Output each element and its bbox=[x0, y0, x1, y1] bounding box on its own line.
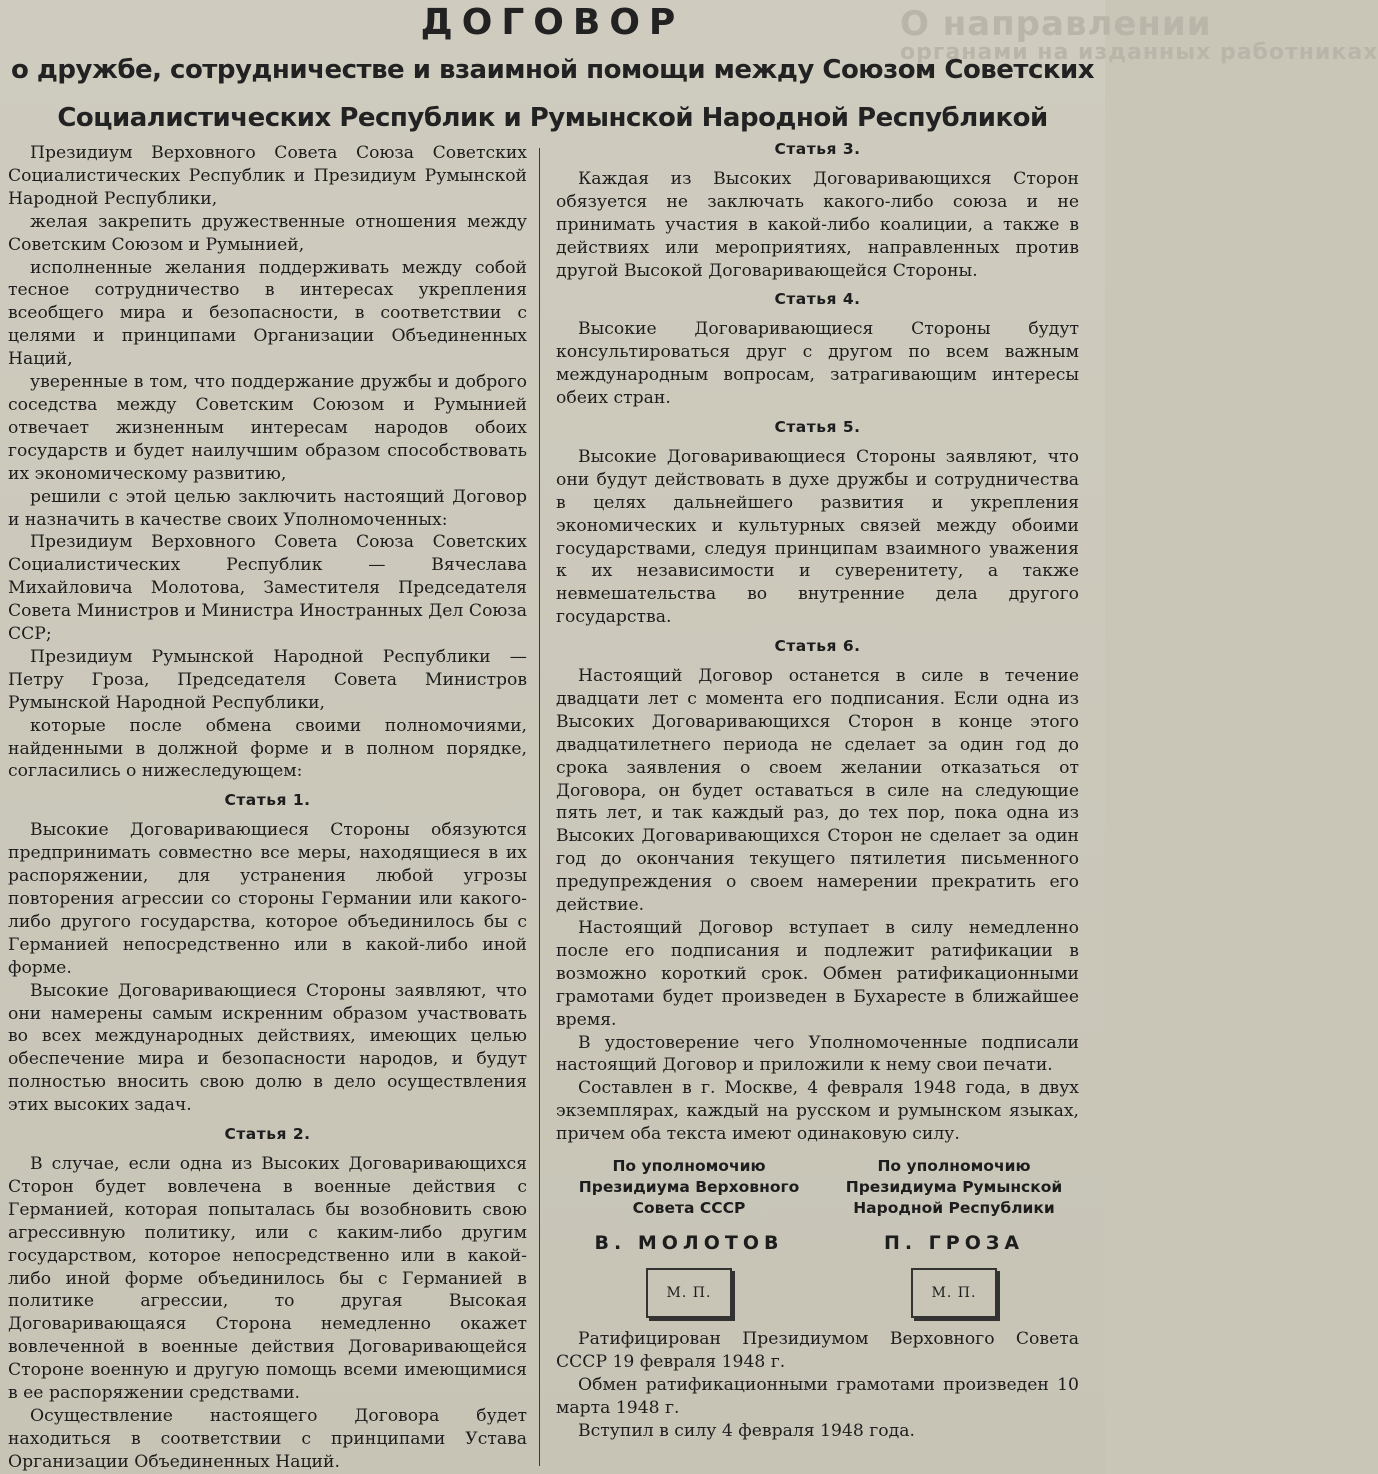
article-2-paragraph: В случае, если одна из Высоких Договаривающихся Сторон будет вовлечена в военные действия с Германией, которая попыталась бы возобновить свою агрессивную политику, или с каким-либо другим государством, которое непосредственно или в какой-либо иной форме объединилось бы с Германией в политике агрессии, то другая Высокая Договаривающаяся Сторона немедленно окажет вовлеченной в военные действия Договаривающейся Стороне военную и другую помощь всеми имеющимися в ее распоряжении средствами. bbox=[8, 1153, 527, 1404]
article-6-paragraph: Настоящий Договор вступает в силу немедленно после его подписания и подлежит ратификации в возможно короткий срок. Обмен ратификационными грамотами будет произведен в Бухаресте в ближайшее время. bbox=[556, 918, 1079, 1030]
preamble-paragraph: решили с этой целью заключить настоящий Договор и назначить в качестве своих Уполномоченных: bbox=[8, 486, 527, 530]
right-column bbox=[556, 138, 1079, 1443]
seal-box bbox=[911, 1268, 997, 1318]
ratification-note: Вступил в силу 4 февраля 1948 года. bbox=[578, 1420, 915, 1441]
article-5-heading: Статья 5. bbox=[774, 417, 861, 436]
treaty-title: ДОГОВОР bbox=[420, 2, 685, 43]
adjacent-line-2: органами на изданных работниках bbox=[900, 40, 1378, 65]
signature-authority: По уполномочию Президиума Верховного Совета СССР bbox=[578, 1157, 800, 1218]
article-3-heading: Статья 3. bbox=[774, 140, 861, 158]
article-4-paragraph: Высокие Договаривающиеся Стороны будут консультироваться друг с другом по всем важным международным вопросам, затрагивающим интересы обеих стран. bbox=[556, 319, 1079, 409]
preamble-paragraph: Президиум Румынской Народной Республики — Петру Гроза, Председателя Совета Министров Румынской Народной Республики, bbox=[8, 646, 527, 713]
article-4-heading: Статья 4. bbox=[774, 290, 861, 309]
preamble-paragraph: исполненные желания поддерживать между собой тесное сотрудничество в интересах укрепления всеобщего мира и безопасности, в соответствии с целями и принципами Организации Объединенных Наций, bbox=[8, 257, 527, 370]
left-column bbox=[8, 142, 527, 1474]
article-1-paragraph: Высокие Договаривающиеся Стороны заявляют, что они намерены самым искренним образом участвовать во всех международных действиях, имеющих целью обеспечение мира и безопасности народов, и будут полностью вносить свою долю в дело осуществления этих высоких задач. bbox=[8, 980, 527, 1116]
column-divider bbox=[539, 148, 540, 1466]
adjacent-line-1: О направлении bbox=[900, 4, 1212, 44]
signature-romania bbox=[829, 1156, 1079, 1328]
article-1-heading: Статья 1. bbox=[224, 791, 311, 810]
article-6-paragraph: Составлен в г. Москве, 4 февраля 1948 года, в двух экземплярах, каждый на русском и румынском языках, причем оба текста имеют одинаковую силу. bbox=[556, 1078, 1079, 1145]
signatory-name: В. МОЛОТОВ bbox=[594, 1232, 784, 1255]
ratification-note: Ратифицирован Президиумом Верховного Совета СССР 19 февраля 1948 г. bbox=[556, 1329, 1079, 1372]
preamble-paragraph: которые после обмена своими полномочиями, найденными в должной форме и в полном порядке, согласились о нижеследующем: bbox=[8, 715, 527, 782]
preamble-paragraph: Президиум Верховного Совета Союза Советских Социалистических Республик и Президиум Румынской Народной Республики, bbox=[8, 143, 527, 209]
article-6-paragraph: В удостоверение чего Уполномоченные подписали настоящий Договор и приложили к нему свои печати. bbox=[556, 1032, 1079, 1076]
article-6-heading: Статья 6. bbox=[774, 637, 861, 656]
preamble-paragraph: Президиум Верховного Совета Союза Советских Социалистических Республик — Вячеслава Михайловича Молотова, Заместителя Председателя Совета Министров и Министра Иностранных Дел Союза ССР; bbox=[8, 532, 527, 645]
seal-label: М. П. bbox=[666, 1284, 712, 1301]
treaty-subtitle: о дружбе, сотрудничестве и взаимной помощи между Союзом Советских Социалистических Республик и Румынской Народной Республикой bbox=[10, 55, 1095, 133]
article-2-heading: Статья 2. bbox=[224, 1125, 311, 1144]
signature-block bbox=[556, 1156, 1079, 1328]
signatory-name: П. ГРОЗА bbox=[883, 1232, 1025, 1255]
article-5-paragraph: Высокие Договаривающиеся Стороны заявляют, что они будут действовать в духе дружбы и сотрудничества в целях дальнейшего развития и укрепления экономических и культурных связей между обоими государствами, следуя принципам взаимного уважения к их независимости и суверенитету, а также невмешательства во внутренние дела другого государства. bbox=[556, 446, 1079, 628]
signature-authority: По уполномочию Президиума Румынской Народной Республики bbox=[845, 1157, 1063, 1218]
preamble-paragraph: желая закрепить дружественные отношения между Советским Союзом и Румынией, bbox=[8, 211, 527, 255]
preamble-paragraph: уверенные в том, что поддержание дружбы и доброго соседства между Советским Союзом и Румынией отвечает жизненным интересам народов обоих государств и будет наилучшим образом способствовать их экономическому развитию, bbox=[8, 372, 527, 484]
seal-box bbox=[646, 1268, 732, 1318]
seal-label: М. П. bbox=[931, 1284, 977, 1301]
ratification-note: Обмен ратификационными грамотами произведен 10 марта 1948 г. bbox=[556, 1374, 1079, 1418]
article-6-paragraph: Настоящий Договор останется в силе в течение двадцати лет с момента его подписания. Если одна из Высоких Договаривающихся Сторон в конце этого двадцатилетнего периода не сделает за один год до срока заявления о своем желании отказаться от Договора, он будет оставаться в силе на следующие пять лет, и так каждый раз, до тех пор, пока одна из Высоких Договаривающихся Сторон не сделает за один год до окончания текущего пятилетия письменного предупреждения о своем намерении прекратить его действие. bbox=[556, 666, 1079, 916]
article-2-paragraph: Осуществление настоящего Договора будет находиться в соответствии с принципами Устава Организации Объединенных Наций. bbox=[8, 1405, 527, 1472]
signature-ussr bbox=[564, 1156, 814, 1328]
article-3-paragraph: Каждая из Высоких Договаривающихся Сторон обязуется не заключать какого-либо союза и не принимать участия в какой-либо коалиции, а также в действиях или мероприятиях, направленных против другой Высокой Договаривающейся Стороны. bbox=[556, 168, 1079, 281]
article-1-paragraph: Высокие Договаривающиеся Стороны обязуются предпринимать совместно все меры, находящиеся в их распоряжении, для устранения любой угрозы повторения агрессии со стороны Германии или какого-либо другого государства, которое объединилось бы с Германией непосредственно или в какой-либо иной форме. bbox=[8, 820, 527, 978]
